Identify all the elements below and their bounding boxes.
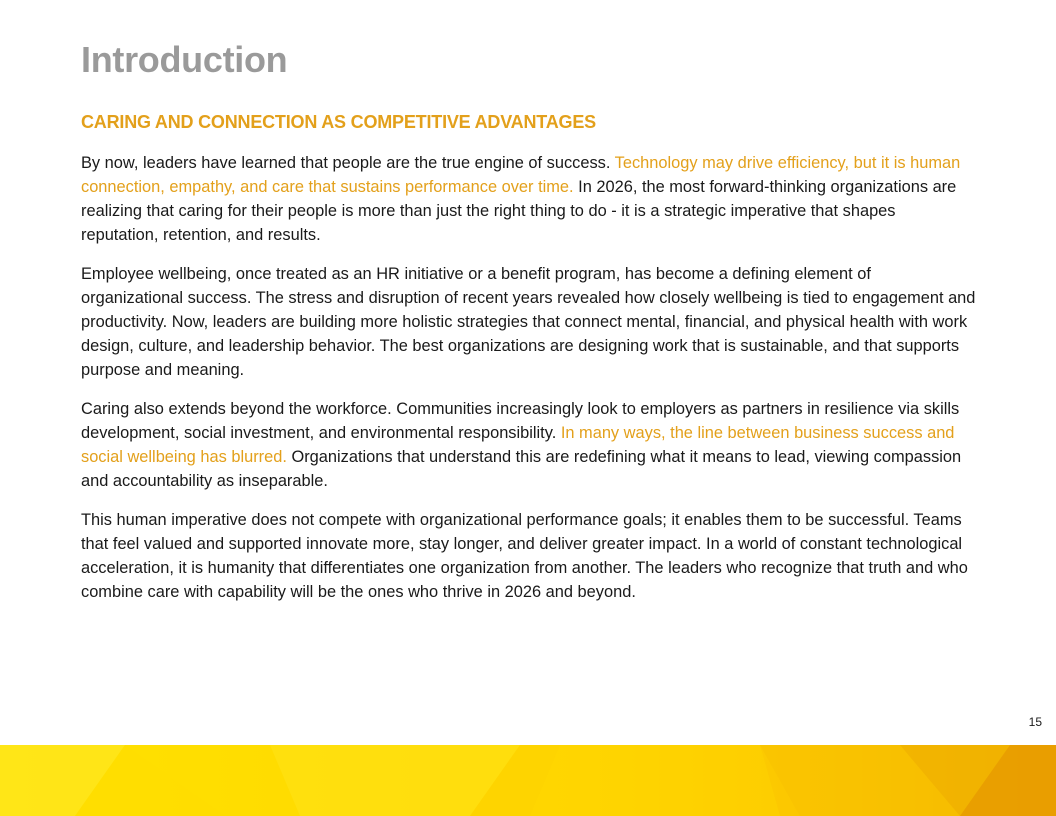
paragraph-4 — [81, 508, 976, 604]
paragraph-1-highlight: Technology may drive efficiency, but it is human connection, empathy, and care that sustains performance over time. — [81, 154, 961, 196]
page-number: 15 — [1028, 715, 1042, 729]
paragraph-2 — [81, 262, 976, 382]
paragraph-1 — [81, 151, 976, 247]
section-subtitle: CARING AND CONNECTION AS COMPETITIVE ADVANTAGES — [81, 112, 596, 132]
paragraph-3 — [81, 397, 976, 493]
body-text — [81, 151, 976, 619]
paragraph-2-text-a: Employee wellbeing, once treated as an HR initiative or a benefit program, has become a defining element of organizational success. The stress and disruption of recent years revealed how closely wellbeing is tied to engagement and productivity. Now, leaders are building more holistic strategies that connect mental, financial, and physical health with work design, culture, and leadership behavior. The best organizations are designing work that is sustainable, and that supports purpose and meaning. — [81, 265, 976, 379]
paragraph-4-text-a: This human imperative does not compete with organizational performance goals; it enables them to be successful. Teams that feel valued and supported innovate more, stay longer, and deliver greater impact. In a world of constant technological acceleration, it is humanity that differentiates one organization from another. The leaders who recognize that truth and who combine care with capability will be the ones who thrive in 2026 and beyond. — [81, 511, 968, 601]
page-title: Introduction — [81, 39, 288, 80]
paragraph-1-text-a: By now, leaders have learned that people are the true engine of success. — [81, 154, 615, 172]
decorative-footer-band — [0, 745, 1056, 816]
paragraph-3-text-a: Caring also extends beyond the workforce. Communities increasingly look to employers as partners in resilience via skills development, social investment, and environmental responsibility. — [81, 400, 960, 442]
paragraph-3-text-c: Organizations that understand this are redefining what it means to lead, viewing compassion and accountability as inseparable. — [81, 448, 962, 490]
paragraph-3-highlight: In many ways, the line between business success and social wellbeing has blurred. — [81, 424, 955, 466]
band-facet-5 — [530, 745, 780, 816]
paragraph-1-text-c: In 2026, the most forward-thinking organizations are realizing that caring for their people is more than just the right thing to do - it is a strategic imperative that shapes reputation, retention, and results. — [81, 178, 957, 244]
